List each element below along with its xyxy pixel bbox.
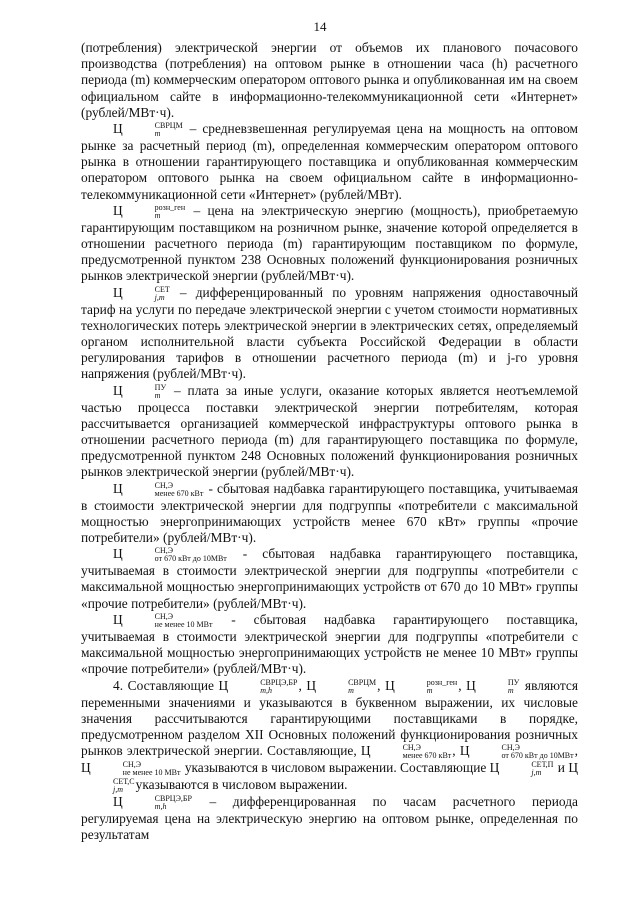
text: и bbox=[554, 760, 569, 776]
superscript: СЕТ,С bbox=[113, 777, 135, 787]
superscript: СН,Э bbox=[154, 611, 174, 621]
subscript: j,m bbox=[531, 768, 542, 778]
subscript: m bbox=[348, 685, 354, 695]
subscript: m,h bbox=[154, 802, 167, 812]
symbol: Ц bbox=[113, 284, 123, 300]
definition-text: - сбытовая надбавка гарантирующего поставщика, учитываемая в стоимости электрической энергии для подгруппы «потребители с максимальной мощностью энергопринимающих устройств не менее 10 МВт» группы «прочие потребители» (рублей/МВт·ч). bbox=[81, 611, 578, 677]
text: указываются в числовом выражении. bbox=[135, 777, 348, 793]
subscript: не менее 10 МВт bbox=[154, 619, 213, 629]
subscript: j,m bbox=[113, 785, 123, 795]
symbol: Ц bbox=[113, 794, 123, 810]
superscript: ПУ bbox=[507, 677, 520, 687]
superscript: СВРЦМ bbox=[348, 677, 377, 687]
subscript: менее 670 кВт bbox=[402, 751, 452, 761]
definition-text: - сбытовая надбавка гарантирующего поставщика, учитываемая в стоимости электрической энергии для подгруппы «потребители с максимальной мощностью энергопринимающих устройств менее 670 кВт» группы «прочие потребители» (рублей/МВт·ч). bbox=[81, 480, 578, 546]
symbol: Ц bbox=[113, 611, 123, 627]
superscript: СЕТ,П bbox=[531, 760, 554, 770]
text: являются переменными значениями и указываются в буквенном выражении, их числовые значения рассчитываются гарантирующими поставщиками в порядке, предусмотренном разделом XII Основных положений функционирования розничных рынков электрической энергии. Составляющие, bbox=[81, 677, 578, 759]
definition-sn-less-670 bbox=[81, 481, 578, 547]
superscript: СН,Э bbox=[402, 743, 421, 753]
subscript: от 670 кВт до 10МВт bbox=[154, 554, 227, 564]
superscript: СВРЦЭ,БР bbox=[154, 794, 192, 804]
definition-sn-670-10 bbox=[81, 546, 578, 612]
superscript: СН,Э bbox=[501, 743, 520, 753]
superscript: СН,Э bbox=[122, 760, 142, 770]
definition-rozn-gen bbox=[81, 203, 578, 285]
subscript: m bbox=[426, 685, 433, 695]
superscript: розн_ген bbox=[154, 202, 186, 212]
definition-svrcm bbox=[81, 121, 578, 203]
subscript: m bbox=[154, 210, 161, 220]
definition-set bbox=[81, 285, 578, 383]
subscript: m bbox=[154, 390, 161, 400]
subscript: m bbox=[507, 685, 514, 695]
superscript: СН,Э bbox=[154, 546, 174, 556]
definition-text: – дифференцированный по уровням напряжения одноставочный тариф на услуги по передаче электрической энергии с учетом стоимости нормативных технологических потерь электрической энергии в электрических сетях, определяемый органом исполнительной власти субъекта Российской Федерации в области регулирования тарифов в отношении расчетного периода (m) и j-го уровня напряжения (рублей/МВт·ч). bbox=[81, 284, 578, 382]
symbol: Ц bbox=[113, 202, 123, 218]
subscript: не менее 10 МВт bbox=[122, 768, 181, 778]
definition-pu bbox=[81, 383, 578, 481]
superscript: СВРЦМ bbox=[154, 121, 183, 131]
superscript: СН,Э bbox=[154, 480, 174, 490]
subscript: от 670 кВт до 10МВт bbox=[501, 751, 574, 761]
superscript: ПУ bbox=[154, 382, 167, 392]
subscript: m,h bbox=[260, 685, 272, 695]
definition-text: – дифференцированная по часам расчетного периода регулируемая цена на электрическую энергию на оптовом рынке, определенная по результатам bbox=[81, 794, 578, 843]
symbol: Ц bbox=[113, 121, 123, 137]
text: 4. Составляющие bbox=[113, 677, 219, 693]
symbol: Ц bbox=[113, 480, 123, 496]
definition-sn-10-plus bbox=[81, 612, 578, 678]
paragraph-continuation: (потребления) электрической энергии от объемов их планового почасового производства (потребления) на оптовом рынке в отношении часа (h) расчетного периода (m) коммерческим оператором оптового рынка и опубликованная им на своем официальном сайте в информационно-телекоммуникационной сети «Интернет» (рублей/МВт·ч). bbox=[81, 40, 578, 120]
text: указываются в числовом выражении. Составляющие bbox=[181, 760, 490, 776]
superscript: СЕТ bbox=[154, 284, 170, 294]
definition-text: – плата за иные услуги, оказание которых является неотъемлемой частью процесса поставки электрической энергии потребителям, которая рассчитывается организацией коммерческой инфраструктуры оптового рынка в отношении расчетного периода (m) для гарантирующего поставщика по формуле, предусмотренной пунктом 248 Основных положений функционирования розничных рынков электрической энергии (рублей/МВт·ч). bbox=[81, 382, 578, 480]
subscript: m bbox=[154, 129, 161, 139]
symbol: Ц bbox=[113, 546, 123, 562]
symbol: Ц bbox=[113, 382, 123, 398]
document-body bbox=[81, 40, 578, 844]
superscript: СВРЦЭ,БР bbox=[260, 677, 298, 687]
page-number: 14 bbox=[313, 19, 327, 34]
subscript: менее 670 кВт bbox=[154, 488, 204, 498]
definition-svrce-br bbox=[81, 794, 578, 843]
definition-text: – средневзвешенная регулируемая цена на мощность на оптовом рынке за расчетный период (m), определенная коммерческим оператором оптового рынка в отношении гарантирующего поставщика и опубликованная коммерческим оператором оптового рынка на своем официальном сайте в информационно-телекоммуникационной сети «Интернет» (рублей/МВт). bbox=[81, 121, 578, 202]
definition-text: – цена на электрическую энергию (мощность), приобретаемую гарантирующим поставщиком на розничном рынке, значение которой определяется в отношении расчетного периода (m) гарантирующим поставщиком по формуле, предусмотренной пунктом 238 Основных положений функционирования розничных рынков электрической энергии (рублей/МВт·ч). bbox=[81, 202, 578, 284]
superscript: розн_ген bbox=[426, 677, 458, 687]
subscript: j,m bbox=[154, 292, 165, 302]
paragraph-4: 4. Составляющие Ц СВРЦЭ,БР m,h , Ц СВРЦМ m , Ц розн_ген m , Ц ПУ m являются переменными значениями и указываются в буквенном выражении, их числовые значения рассчитываются гарантирующими поставщиками в порядке, предусмотренном разделом XII Основных положений функционирования розничных рынков электрической энергии. Составляющие, Ц СН,Э менее 670 кВт , Ц СН,Э от 670 кВт до 10МВт , Ц СН,Э не менее 10 МВт указываются в числовом выражении. Составляющие Ц СЕТ,П j,m и Ц СЕТ,С j,m указываются в числовом выражении. bbox=[81, 677, 578, 795]
definition-text: - сбытовая надбавка гарантирующего поставщика, учитываемая в стоимости электрической энергии для подгруппы «потребители с максимальной мощностью энергопринимающих устройств от 670 до 10 МВт» группы «прочие потребители» (рублей/МВт·ч). bbox=[81, 546, 578, 611]
